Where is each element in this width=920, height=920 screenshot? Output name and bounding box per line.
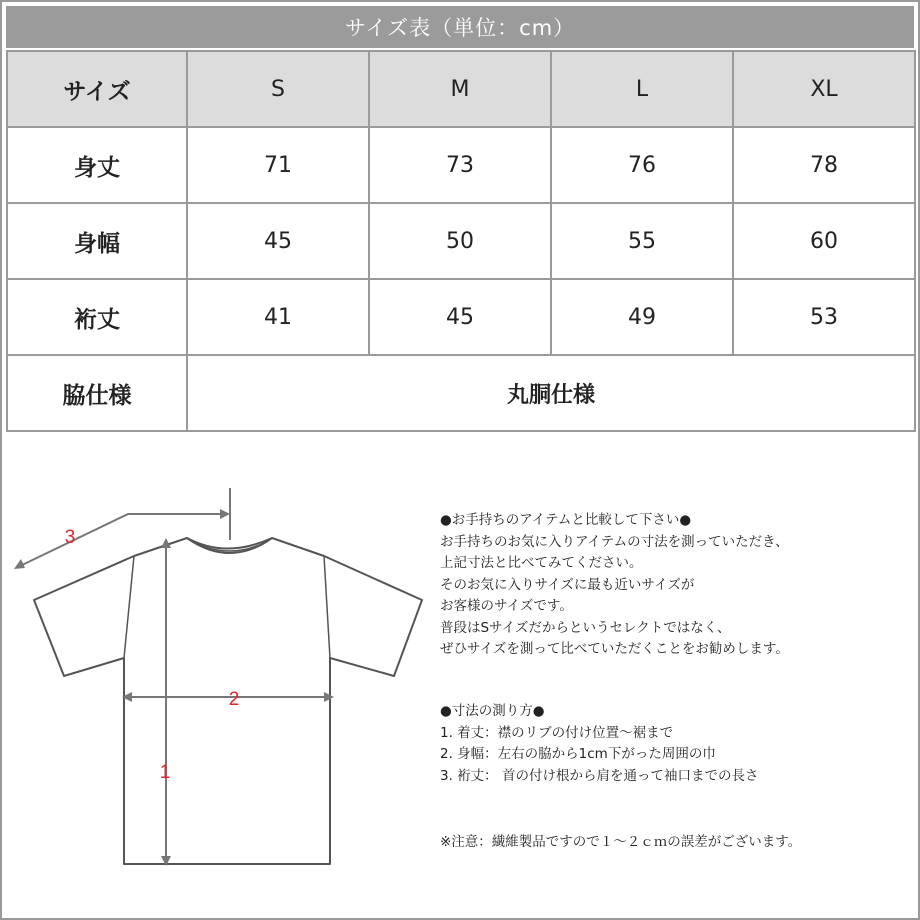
table-cell: 71 [187, 127, 369, 203]
size-chart-title: サイズ表（単位：cm） [6, 6, 914, 48]
measure-line: 2. 身幅：左右の脇から1cm下がった周囲の巾 [440, 746, 716, 762]
measure-line: 1. 着丈：襟のリブの付け位置～裾まで [440, 724, 674, 741]
caution-text: ※注意：繊維製品ですので１～２ｃｍの誤差がございます。 [440, 834, 802, 850]
table-cell: 55 [551, 203, 733, 279]
table-cell: 60 [733, 203, 915, 279]
row-label-body-width: 身幅 [7, 203, 187, 279]
caution-note [440, 832, 801, 854]
table-cell: 78 [733, 127, 915, 203]
header-size-m: M [369, 51, 551, 127]
row-label-body-length: 身丈 [7, 127, 187, 203]
header-size-l: L [551, 51, 733, 127]
size-table [6, 50, 916, 432]
measure-method-note [440, 701, 758, 787]
row-label-side-spec: 脇仕様 [7, 355, 187, 431]
table-cell: 49 [551, 279, 733, 355]
table-cell: 45 [187, 203, 369, 279]
compare-line: お客様のサイズです。 [440, 598, 573, 614]
table-row [7, 127, 915, 203]
measure-label-3: 3 [64, 527, 76, 548]
table-cell: 41 [187, 279, 369, 355]
table-row [7, 279, 915, 355]
side-spec-value: 丸胴仕様 [187, 355, 915, 431]
header-size-s: S [187, 51, 369, 127]
compare-line: ぜひサイズを測って比べていただくことをお勧めします。 [440, 641, 789, 657]
measure-line: 3. 裄丈： 首の付け根から肩を通って袖口までの長さ [440, 767, 759, 784]
compare-heading: ●お手持ちのアイテムと比較して下さい● [440, 512, 692, 528]
compare-line: そのお気に入りサイズに最も近いサイズが [440, 576, 695, 593]
measure-label-2: 2 [228, 689, 240, 710]
row-label-sleeve-length: 裄丈 [7, 279, 187, 355]
measure-label-1: 1 [159, 762, 171, 783]
size-table-header-row [7, 51, 915, 127]
compare-line: お手持ちのお気に入りアイテムの寸法を測っていただき、 [440, 533, 789, 550]
compare-note [440, 510, 789, 661]
header-size-label: サイズ [7, 51, 187, 127]
compare-line: 普段はSサイズだからというセレクトではなく、 [440, 619, 731, 636]
header-size-xl: XL [733, 51, 915, 127]
table-cell: 73 [369, 127, 551, 203]
table-cell: 76 [551, 127, 733, 203]
table-cell: 53 [733, 279, 915, 355]
table-cell: 45 [369, 279, 551, 355]
table-row-spec [7, 355, 915, 431]
table-cell: 50 [369, 203, 551, 279]
measure-arrow-3-right [220, 509, 230, 519]
table-row [7, 203, 915, 279]
measure-heading: ●寸法の測り方● [440, 703, 545, 719]
compare-line: 上記寸法と比べてみてください。 [440, 555, 643, 571]
